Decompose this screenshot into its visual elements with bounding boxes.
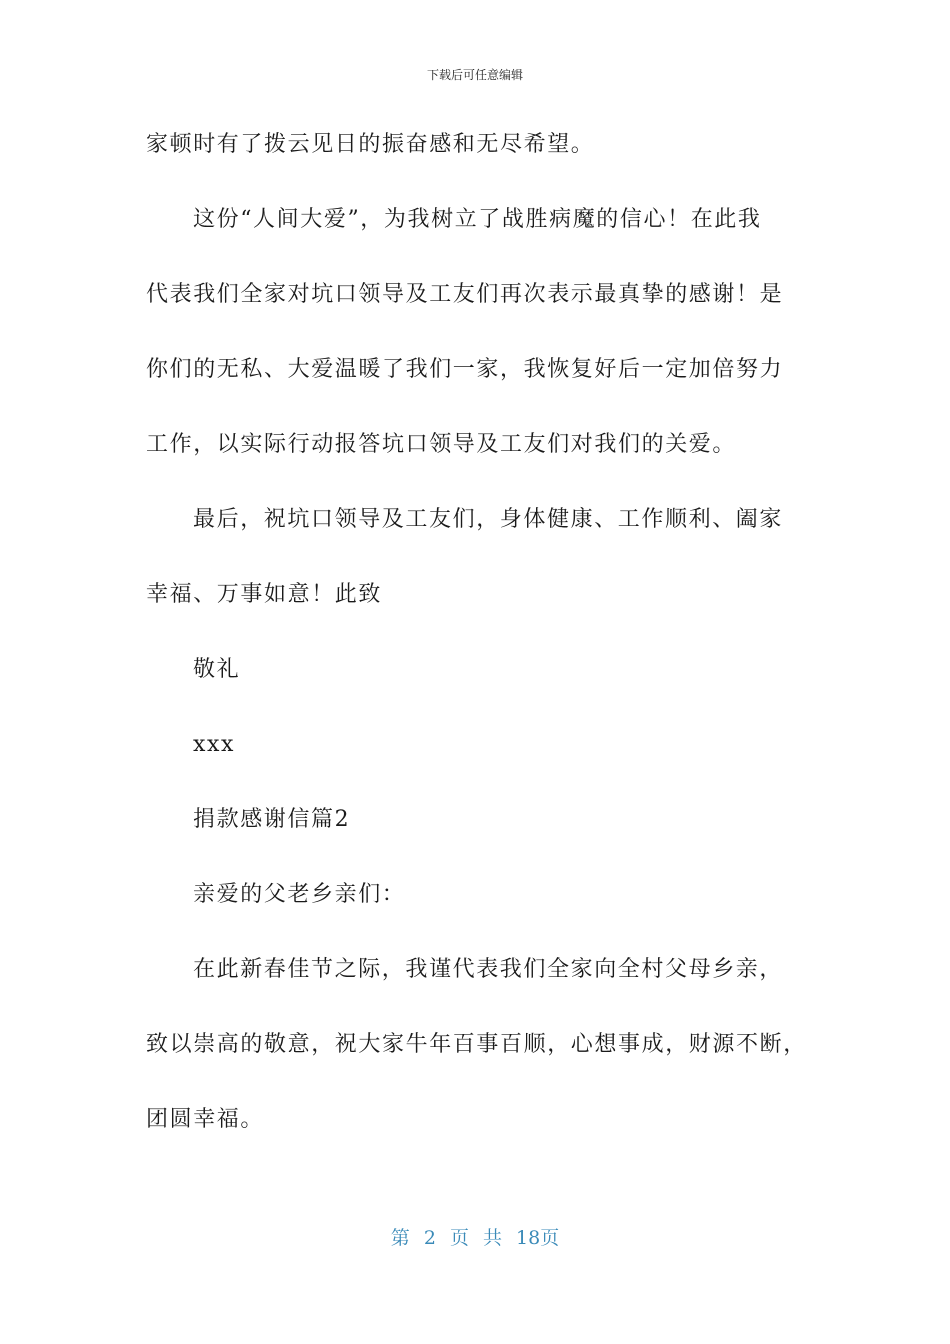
section-title: 捐款感谢信篇2 xyxy=(193,807,351,832)
body-line-12: 在此新春佳节之际，我谨代表我们全家向全村父母乡亲， xyxy=(193,957,784,982)
page-number-footer: 第 2 页 共 18页 xyxy=(390,1227,560,1249)
closing-salute: 敬礼 xyxy=(193,657,241,682)
body-line-13: 致以崇高的敬意，祝大家牛年百事百顺，心想事成，财源不断， xyxy=(146,1032,807,1057)
body-line-3: 代表我们全家对坑口领导及工友们再次表示最真挚的感谢！是 xyxy=(146,282,784,307)
body-line-2: 这份“人间大爱”，为我树立了战胜病魔的信心！在此我 xyxy=(193,207,762,232)
document-body xyxy=(146,126,806,1176)
body-line-5: 工作，以实际行动报答坑口领导及工友们对我们的关爱。 xyxy=(146,432,737,457)
body-line-4: 你们的无私、大爱温暖了我们一家，我恢复好后一定加倍努力 xyxy=(146,357,784,382)
body-line-14: 团圆幸福。 xyxy=(146,1107,265,1132)
signature-line: xxx xyxy=(193,732,236,757)
body-line-6: 最后，祝坑口领导及工友们，身体健康、工作顺利、阖家 xyxy=(193,507,784,532)
page-header-note: 下载后可任意编辑 xyxy=(426,68,523,82)
body-line-7: 幸福、万事如意！此致 xyxy=(146,582,383,607)
salutation-line: 亲爱的父老乡亲们： xyxy=(193,882,406,907)
body-line-1: 家顿时有了拨云见日的振奋感和无尽希望。 xyxy=(146,132,595,157)
